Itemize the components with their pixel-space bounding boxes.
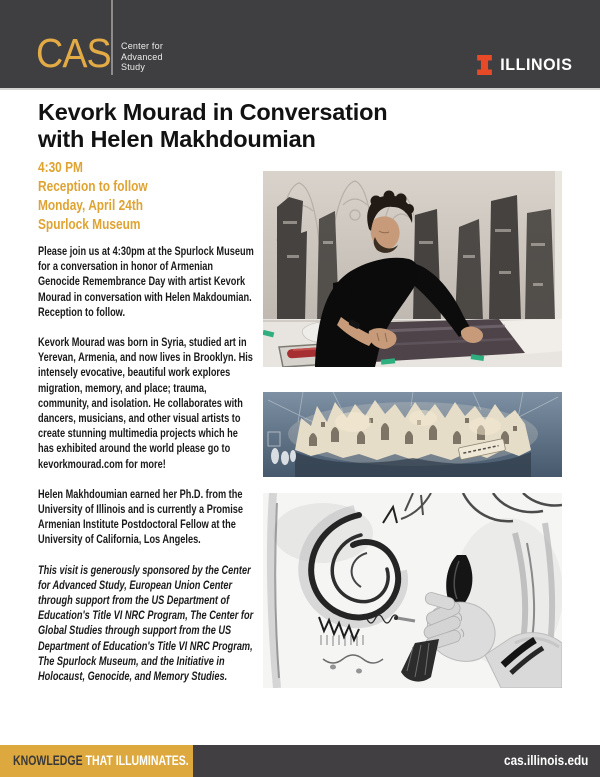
body-text-column bbox=[38, 245, 256, 700]
event-reception: Reception to follow bbox=[38, 179, 148, 195]
block-i-icon bbox=[477, 55, 492, 75]
installation-illustration bbox=[263, 392, 562, 477]
kevork-bio-paragraph: Kevork Mourad was born in Syria, studied art in Yerevan, Armenia, and now lives in Brooklyn. His intensely evocative, beautiful work explores migration, memory, and place; trauma, community, and isolation. He collaborates with dancers, musicians, and other visual artists to create stunning multimedia projects which he has exhibited around the world please go to kevorkmourad.com for more! bbox=[38, 337, 253, 471]
event-location: Spurlock Museum bbox=[38, 217, 141, 233]
photo-artist-working bbox=[263, 171, 562, 367]
header-bar bbox=[0, 0, 600, 90]
title-line-2: with Helen Makhdoumian bbox=[38, 125, 316, 152]
illinois-wordmark: ILLINOIS bbox=[499, 55, 572, 74]
footer-bar bbox=[0, 745, 600, 777]
intro-paragraph: Please join us at 4:30pm at the Spurlock Museum for a conversation in honor of Armenian Genocide Remembrance Day with artist Kevork Mourad in conversation with Helen Makdoumian. Reception to follow. bbox=[38, 246, 254, 319]
footer-tagline bbox=[13, 753, 189, 768]
illinois-logo bbox=[477, 55, 572, 75]
event-details bbox=[38, 159, 148, 235]
footer-website[interactable]: cas.illinois.edu bbox=[503, 752, 588, 768]
org-line: Advanced bbox=[121, 51, 163, 63]
org-line: Center for bbox=[121, 41, 164, 52]
page-title bbox=[38, 99, 387, 152]
photo-hand-brush bbox=[263, 493, 562, 688]
org-line: Study bbox=[121, 62, 146, 73]
header-divider bbox=[111, 0, 113, 75]
hand-brush-illustration bbox=[263, 493, 562, 688]
helen-bio-paragraph: Helen Makhdoumian earned her Ph.D. from the University of Illinois and is currently a Promise Armenian Institute Postdoctoral Fellow at the University of California, Los Angeles. bbox=[38, 488, 244, 547]
org-name bbox=[121, 42, 163, 74]
event-time: 4:30 PM bbox=[38, 160, 83, 176]
tagline-rest: THAT ILLUMINATES. bbox=[82, 753, 189, 768]
photo-installation bbox=[263, 392, 562, 477]
tagline-knowledge: KNOWLEDGE bbox=[13, 753, 83, 768]
event-date: Monday, April 24th bbox=[38, 198, 144, 214]
title-line-1: Kevork Mourad in Conversation bbox=[38, 99, 388, 125]
cas-logo: CAS bbox=[36, 30, 111, 76]
artist-photo-illustration bbox=[263, 171, 562, 367]
sponsor-note: This visit is generously sponsored by the Center for Advanced Study, European Union Center through support from the US Department of Education's Title VI NRC Program, The Center for Global Studies through support from the US Department of Education's Title VI NRC Program, The Spurlock Museum, and the Initiative in Holocaust, Genocide, and Memory Studies. bbox=[38, 564, 254, 684]
